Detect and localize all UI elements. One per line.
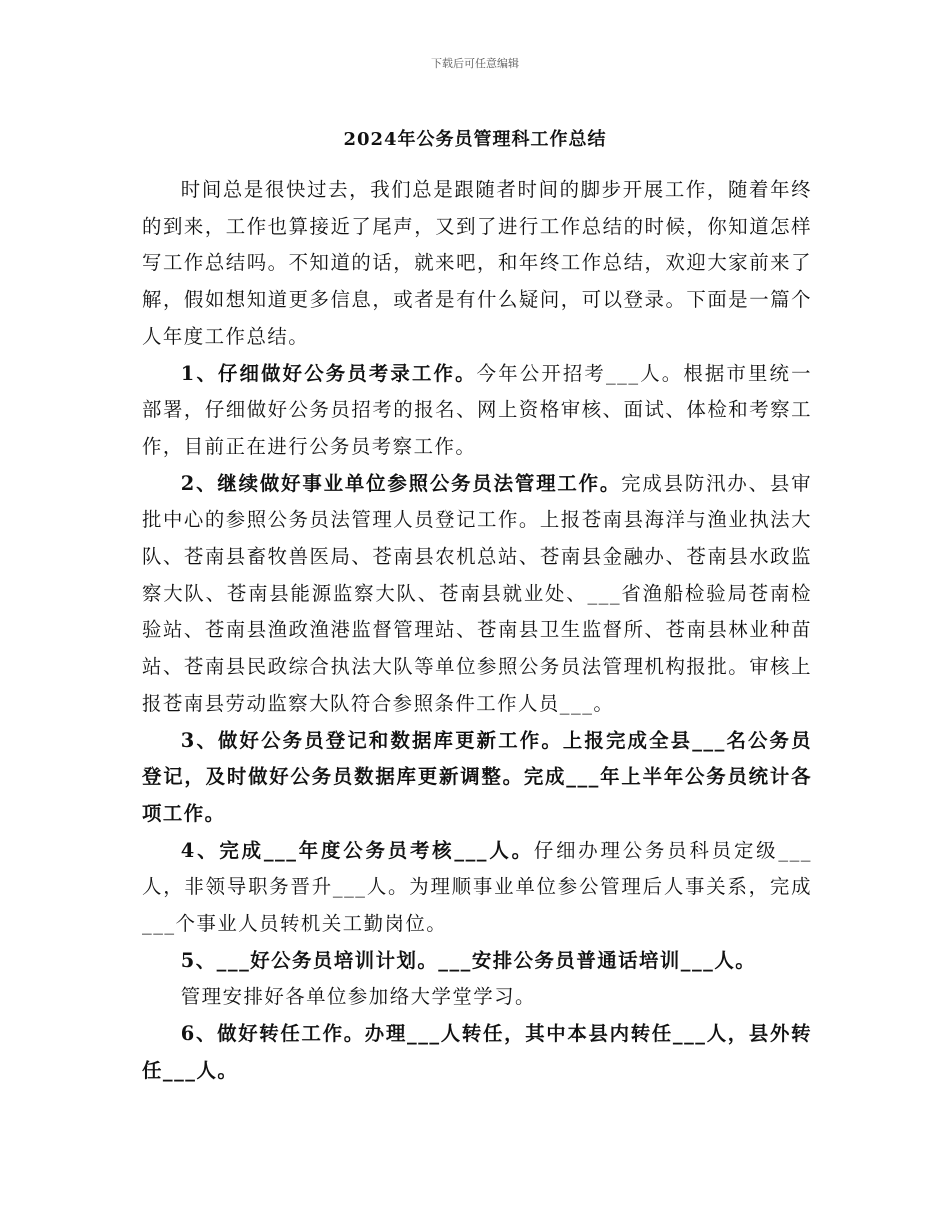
intro-paragraph: 时间总是很快过去，我们总是跟随者时间的脚步开展工作，随着年终的到来，工作也算接近了尾声，又到了进行工作总结的时候，你知道怎样写工作总结吗。不知道的话，就来吧，和年终工作总结，欢迎大家前来了解，假如想知道更多信息，或者是有什么疑问，可以登录。下面是一篇个人年度工作总结。 [142, 178, 812, 348]
item-body-2: 完成县防汛办、县审批中心的参照公务员法管理人员登记工作。上报苍南县海洋与渔业执法大队、苍南县畜牧兽医局、苍南县农机总站、苍南县金融办、苍南县水政监察大队、苍南县能源监察大队、苍南县就业处、___省渔船检验局苍南检验站、苍南县渔政渔港监督管理站、苍南县卫生监督所、苍南县林业种苗站、苍南县民政综合执法大队等单位参照公务员法管理机构报批。审核上报苍南县劳动监察大队符合参照条件工作人员___。 [142, 471, 813, 715]
item-heading-6: 6、做好转任工作。办理___人转任，其中本县内转任___人，县外转任___人。 [142, 1022, 812, 1082]
item-paragraph-6 [142, 1016, 812, 1089]
item-body-5-note: 管理安排好各单位参加络大学堂学习。 [180, 985, 536, 1009]
item-paragraph-3 [142, 723, 812, 833]
item-body-1: 今年公开招考___人。根据市里统一部署，仔细做好公务员招考的报名、网上资格审核、面试、体检和考察工作，目前正在进行公务员考察工作。 [142, 361, 812, 458]
item-body-4: 仔细办理公务员科员定级___人，非领导职务晋升___人。为理顺事业单位参公管理后人事关系，完成___个事业人员转机关工勤岗位。 [142, 838, 812, 936]
document-body [142, 172, 812, 1090]
document-title: 2024年公务员管理科工作总结 [343, 129, 607, 150]
header-note: 下载后可任意编辑 [431, 57, 519, 70]
item-heading-4: 4、完成___年度公务员考核___人。 [180, 838, 534, 862]
item-heading-1: 1、仔细做好公务员考录工作。 [180, 361, 477, 385]
item-heading-5: 5、___好公务员培训计划。___安排公务员普通话培训___人。 [180, 948, 757, 972]
item-paragraph-4 [142, 833, 812, 943]
item-paragraph-5-note [142, 979, 812, 1016]
item-paragraph-5 [142, 943, 812, 980]
item-heading-3: 3、做好公务员登记和数据库更新工作。上报完成全县___名公务员登记，及时做好公务员数据库更新调整。完成___年上半年公务员统计各项工作。 [142, 728, 812, 825]
item-paragraph-2 [142, 466, 812, 723]
item-heading-2: 2、继续做好事业单位参照公务员法管理工作。 [180, 471, 622, 495]
item-paragraph-1 [142, 356, 812, 466]
